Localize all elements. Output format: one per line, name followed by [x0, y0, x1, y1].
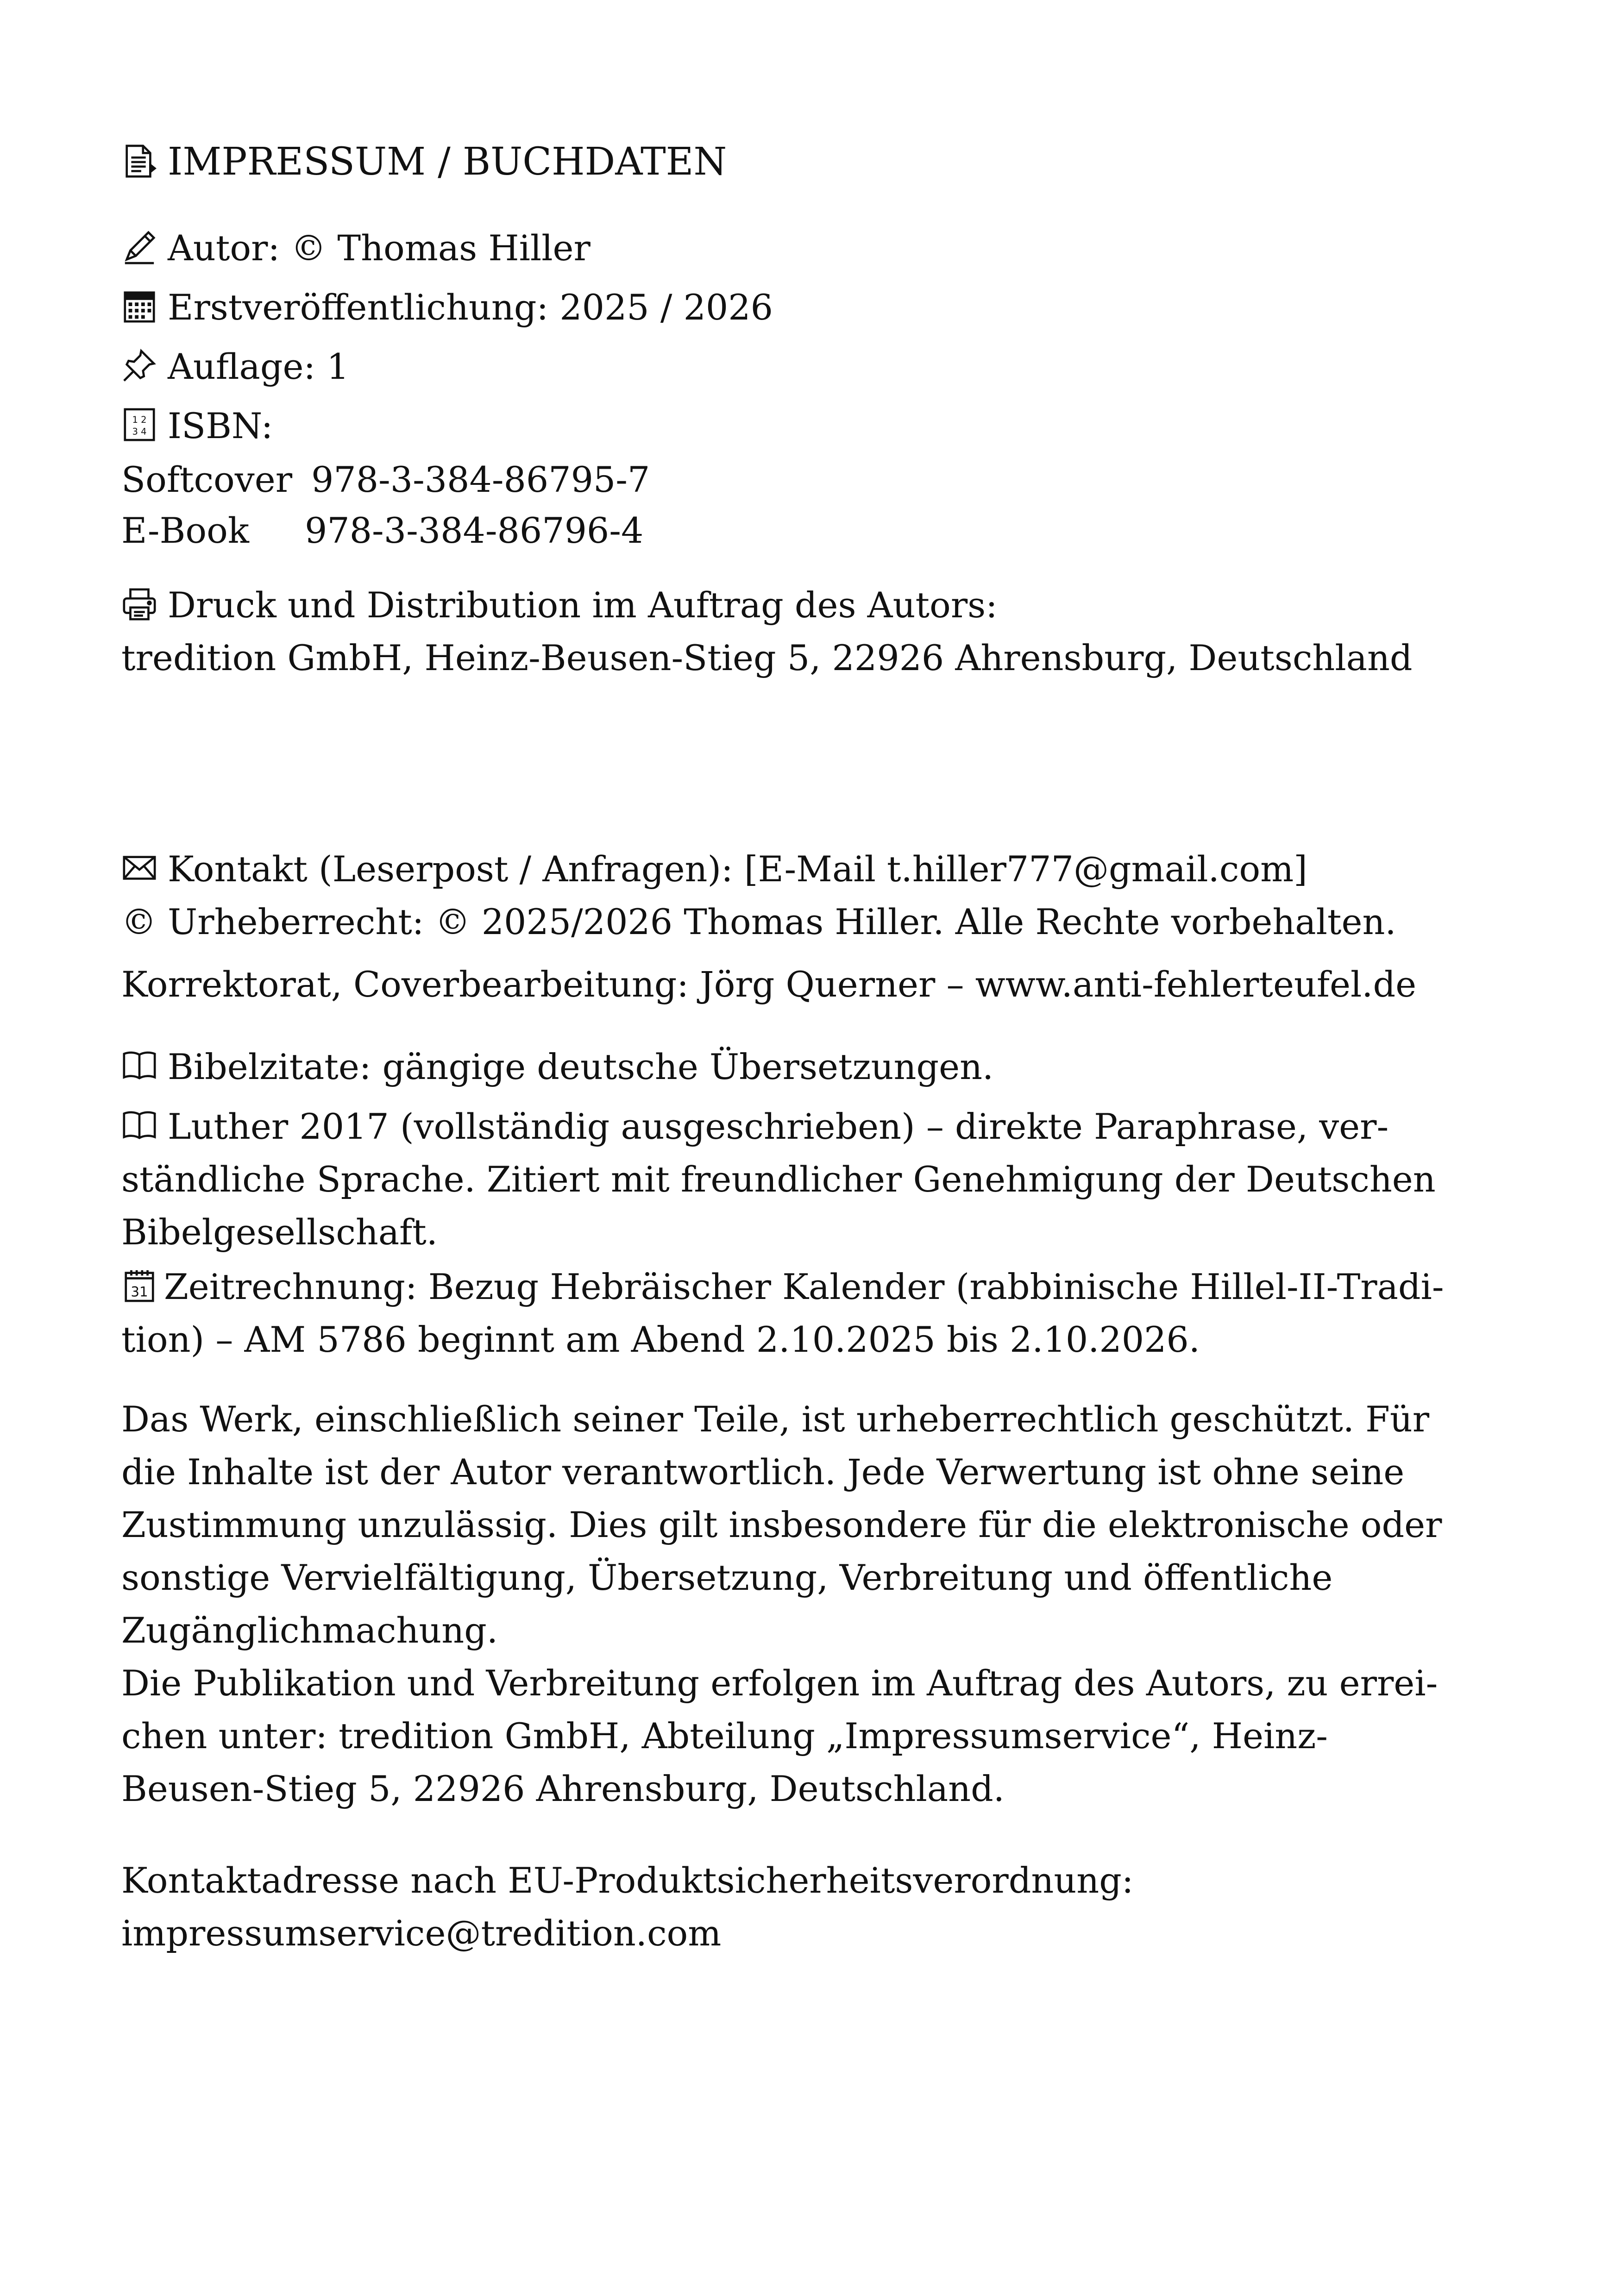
isbn-format: E-Book [121, 510, 249, 551]
author-text: Autor: © Thomas Hiller [168, 227, 591, 269]
isbn-number: 978-3-384-86796-4 [305, 510, 644, 551]
eu-contact-email[interactable]: impressumservice@tredition.com [121, 1913, 722, 1954]
calendar-31-icon [121, 1267, 157, 1304]
edition-row [121, 341, 349, 393]
proofreading-row [121, 959, 1416, 1010]
bible-quotes-row [121, 1041, 993, 1093]
svg-text:3 4: 3 4 [132, 426, 147, 437]
first-publication-row [121, 282, 773, 333]
print-line-1: Druck und Distribution im Auftrag des Autors: [168, 584, 998, 626]
pushpin-icon [121, 347, 157, 383]
print-block [121, 579, 1413, 684]
first-publication-text: Erstveröffentlichung: 2025 / 2026 [168, 287, 773, 328]
luther-line-3: Bibelgesellschaft. [121, 1211, 438, 1253]
isbn-ebook-row [121, 505, 643, 557]
isbn-number: 978-3-384-86795-7 [311, 459, 650, 500]
bible-quotes-text: Bibelzitate: gängige deutsche Übersetzungen. [168, 1046, 994, 1087]
legal-line-5: Zugänglichmachung. [121, 1610, 498, 1651]
legal-line-3: Zustimmung unzulässig. Dies gilt insbesondere für die elektronische oder [121, 1504, 1442, 1545]
isbn-label-row [121, 400, 273, 452]
legal-line-8: Beusen-Stieg 5, 22926 Ahrensburg, Deutschland. [121, 1768, 1005, 1809]
eu-contact-block [121, 1854, 1133, 1960]
edition-text: Auflage: 1 [168, 346, 349, 387]
legal-line-2: die Inhalte ist der Autor verantwortlich. Jede Verwertung ist ohne seine [121, 1451, 1405, 1493]
author-row [121, 222, 591, 274]
document-icon [121, 143, 157, 179]
luther-block [121, 1100, 1436, 1259]
book-icon [121, 1107, 157, 1143]
copyright-text: © Urheberrecht: © 2025/2026 Thomas Hiller. Alle Rechte vorbehalten. [121, 901, 1396, 942]
luther-line-2: ständliche Sprache. Zitiert mit freundlicher Genehmigung der Deutschen [121, 1159, 1436, 1200]
legal-line-7: chen unter: tredition GmbH, Abteilung „Impressumservice“, Heinz- [121, 1715, 1328, 1757]
eu-contact-line-1: Kontaktadresse nach EU-Produktsicherheitsverordnung: [121, 1860, 1134, 1901]
svg-text:1 2: 1 2 [132, 414, 147, 426]
proofreading-text: Korrektorat, Coverbearbeitung: Jörg Querner – www.anti-fehlerteufel.de [121, 964, 1417, 1005]
isbn-label: ISBN: [168, 405, 273, 446]
envelope-icon [121, 850, 157, 886]
contact-block [121, 843, 1396, 948]
print-line-2: tredition GmbH, Heinz-Beusen-Stieg 5, 22926 Ahrensburg, Deutschland [121, 637, 1413, 678]
legal-line-4: sonstige Vervielfältigung, Übersetzung, Verbreitung und öffentliche [121, 1557, 1333, 1598]
book-icon [121, 1048, 157, 1084]
pen-icon [121, 229, 157, 265]
calendar-line-1: Zeitrechnung: Bezug Hebräischer Kalender (rabbinische Hillel-II-Tradi- [164, 1266, 1444, 1307]
legal-line-6: Die Publikation und Verbreitung erfolgen im Auftrag des Autors, zu errei- [121, 1662, 1438, 1704]
luther-line-1: Luther 2017 (vollständig ausgeschrieben) – direkte Paraphrase, ver- [168, 1106, 1389, 1147]
calendar-block [121, 1261, 1444, 1366]
imprint-title-row [121, 134, 727, 190]
numbers-icon [121, 407, 157, 443]
isbn-softcover-row [121, 454, 650, 506]
legal-line-1: Das Werk, einschließlich seiner Teile, ist urheberrechtlich geschützt. Für [121, 1399, 1430, 1440]
contact-text: Kontakt (Leserpost / Anfragen): [E-Mail t.hiller777@gmail.com] [168, 848, 1307, 890]
isbn-format: Softcover [121, 459, 293, 500]
legal-block [121, 1393, 1442, 1815]
calendar-icon [121, 288, 157, 324]
calendar-line-2: tion) – AM 5786 beginnt am Abend 2.10.2025 bis 2.10.2026. [121, 1319, 1200, 1360]
printer-icon [121, 586, 157, 622]
page-title: IMPRESSUM / BUCHDATEN [168, 140, 727, 184]
svg-text:31: 31 [131, 1284, 148, 1300]
